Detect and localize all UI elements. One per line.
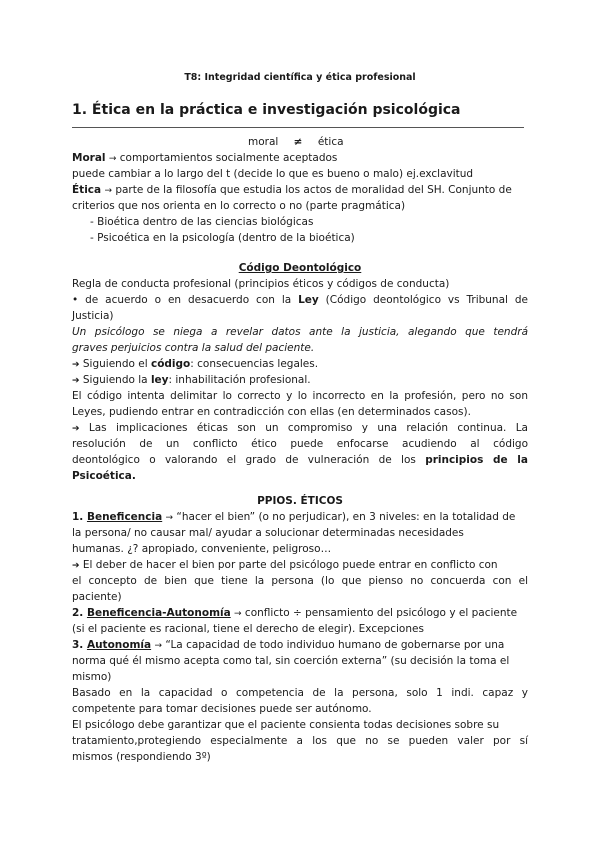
codigo-l13 bbox=[72, 468, 528, 484]
etica-word: ética bbox=[317, 136, 344, 148]
ppio-1-text: “hacer el bien” (o no perjudicar), en 3 niveles: en la totalidad de bbox=[173, 511, 516, 523]
codigo-example-1: Un psicólogo se niega a revelar datos ante la justicia, alegando que tendrá bbox=[72, 326, 528, 338]
etica-label: Ética bbox=[72, 184, 102, 196]
bullet-bioetica: - Bioética dentro de las ciencias biológicas bbox=[90, 216, 314, 228]
ppio-3-l7: tratamiento,protegiendo especialmente a los que no se pueden valer por sí bbox=[72, 735, 528, 747]
ppio-2-text: conflicto ÷ pensamiento del psicólogo y el paciente bbox=[241, 607, 518, 619]
ppio-3 bbox=[72, 637, 528, 654]
codigo-l1: Regla de conducta profesional (principios éticos y códigos de conducta) bbox=[72, 278, 450, 290]
etica-definition bbox=[72, 182, 528, 199]
codigo-l7 bbox=[72, 372, 528, 389]
ppios-title bbox=[0, 493, 600, 509]
ppio-3-l3: mismo) bbox=[72, 671, 112, 683]
ppio-3-text: “La capacidad de todo individuo humano de gobernarse por una bbox=[162, 639, 505, 651]
moral-word: moral bbox=[248, 136, 279, 148]
codigo-l6-rest: : consecuencias legales. bbox=[190, 358, 319, 370]
ppio-2-number: 2. bbox=[72, 607, 87, 619]
moral-definition bbox=[72, 150, 528, 167]
bullet-psicoetica: - Psicoética en la psicología (dentro de la bioética) bbox=[90, 232, 355, 244]
codigo-l10 bbox=[72, 420, 528, 437]
ley-label: Ley bbox=[298, 294, 319, 306]
codigo-l3: Justicia) bbox=[72, 310, 114, 322]
codigo-l2-rest: (Código deontológico vs Tribunal de bbox=[318, 294, 528, 306]
etica-definition-2: criterios que nos orienta en lo correcto o no (parte pragmática) bbox=[72, 200, 406, 212]
ley-label: ley bbox=[150, 374, 169, 386]
ppio-1-name: Beneficencia bbox=[86, 511, 163, 523]
codigo-l12-text: deontológico o valorando el grado de vulneración de los bbox=[72, 454, 426, 466]
ppio-2 bbox=[72, 605, 528, 622]
ppio-2-name: Beneficencia-Autonomía bbox=[86, 607, 231, 619]
arrow-icon: → bbox=[154, 641, 162, 651]
ppio-1-l2: la persona/ no causar mal/ ayudar a solucionar determinadas necesidades bbox=[72, 527, 464, 539]
moral-definition-2: puede cambiar a lo largo del t (decide lo que es bueno o malo) ej.exclavitud bbox=[72, 168, 474, 180]
arrow-icon: ➔ bbox=[72, 424, 80, 434]
ppios-title-text: PPIOS. ÉTICOS bbox=[257, 495, 343, 507]
codigo-l10-text: Las implicaciones éticas son un compromiso y una relación continua. La bbox=[79, 422, 528, 434]
arrow-icon: ➔ bbox=[72, 561, 80, 571]
arrow-icon: → bbox=[108, 154, 117, 164]
ppio-1-l5: el concepto de bien que tiene la persona (lo que pienso no concuerda con el bbox=[72, 575, 528, 587]
document-topic: T8: Integridad científica y ética profesional bbox=[184, 72, 416, 83]
ppio-1-l4-text: El deber de hacer el bien por parte del psicólogo puede entrar en conflicto con bbox=[79, 559, 498, 571]
codigo-l11: resolución de un conflicto ético puede enfocarse acudiendo al código bbox=[72, 438, 528, 450]
etica-text: parte de la filosofía que estudia los actos de moralidad del SH. Conjunto de bbox=[112, 184, 512, 196]
section-divider bbox=[72, 127, 524, 128]
codigo-l9: Leyes, pudiendo entrar en contradicción con ellas (en determinados casos). bbox=[72, 406, 471, 418]
codigo-l6-text: Siguiendo el bbox=[79, 358, 151, 370]
codigo-l7-rest: : inhabilitación profesional. bbox=[168, 374, 311, 386]
arrow-icon: ➔ bbox=[72, 360, 80, 370]
ppio-3-l4: Basado en la capacidad o competencia de la persona, solo 1 indi. capaz y bbox=[72, 687, 528, 699]
ppio-3-name: Autonomía bbox=[86, 639, 152, 651]
codigo-l7-text: Siguiendo la bbox=[79, 374, 151, 386]
not-equal-sign: ≠ bbox=[293, 136, 303, 148]
codigo-l8: El código intenta delimitar lo correcto y lo incorrecto en la profesión, pero no son bbox=[72, 390, 528, 402]
principios-label: principios de la bbox=[425, 454, 528, 466]
ppio-1-number: 1. bbox=[72, 511, 87, 523]
ppio-2-l2: (si el paciente es racional, tiene el derecho de elegir). Excepciones bbox=[72, 623, 424, 635]
ppio-3-l2: norma qué él mismo acepta como tal, sin coerción externa” (su decisión la toma el bbox=[72, 655, 510, 667]
arrow-icon: ➔ bbox=[72, 376, 80, 386]
ppio-1-l4 bbox=[72, 557, 528, 574]
codigo-title bbox=[0, 260, 600, 276]
moral-label: Moral bbox=[72, 152, 106, 164]
codigo-example-2: graves perjuicios contra la salud del paciente. bbox=[72, 342, 315, 354]
ppio-3-l6: El psicólogo debe garantizar que el paciente consienta todas decisiones sobre su bbox=[72, 719, 500, 731]
arrow-icon: → bbox=[165, 513, 174, 523]
psicoetica-label: Psicoética. bbox=[72, 470, 136, 482]
codigo-l2-text: • de acuerdo o en desacuerdo con la bbox=[72, 294, 299, 306]
arrow-icon: → bbox=[234, 609, 242, 619]
codigo-l6 bbox=[72, 356, 528, 373]
codigo-l2 bbox=[72, 292, 528, 308]
ppio-1-l6: paciente) bbox=[72, 591, 122, 603]
ppio-1-l3: humanas. ¿? apropiado, conveniente, peligroso… bbox=[72, 543, 332, 555]
moral-text: comportamientos socialmente aceptados bbox=[116, 152, 338, 164]
codigo-l12 bbox=[72, 452, 528, 468]
arrow-icon: → bbox=[104, 186, 112, 196]
codigo-title-text: Código Deontológico bbox=[238, 262, 362, 274]
ppio-3-number: 3. bbox=[72, 639, 87, 651]
ppio-3-l5: competente para tomar decisiones puede ser autónomo. bbox=[72, 703, 372, 715]
section-title: 1. Ética en la práctica e investigación psicológica bbox=[72, 102, 461, 118]
moral-vs-etica bbox=[248, 134, 600, 150]
ppio-1 bbox=[72, 509, 528, 526]
codigo-label: código bbox=[150, 358, 191, 370]
ppio-3-l8: mismos (respondiendo 3º) bbox=[72, 751, 211, 763]
